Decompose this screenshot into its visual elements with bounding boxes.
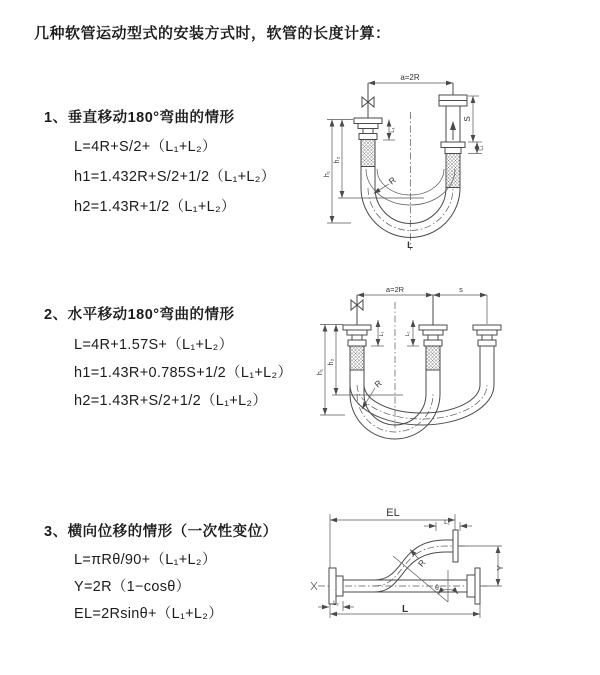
formula-s3-el: EL=2Rsinθ+（L₁+L₂）	[74, 606, 224, 622]
diagram-vertical-180	[305, 66, 520, 258]
d2-hose-arcs	[350, 346, 494, 439]
d3-label-l1: L₁	[444, 519, 450, 526]
diagram-horizontal-180	[303, 280, 518, 460]
section-3-heading: 3、横向位移的情形（一次性变位）	[44, 524, 278, 540]
section-2-heading: 2、水平移动180°弯曲的情形	[44, 307, 235, 323]
d3-label-y: Y	[496, 565, 505, 571]
d3-r-leader	[410, 550, 419, 560]
d2-right-flange	[473, 325, 501, 346]
d1-movement-arrow-icon	[450, 121, 456, 130]
formula-s1-h1: h1=1.432R+S/2+1/2（L₁+L₂）	[74, 169, 276, 185]
formula-s2-h2: h2=1.43R+S/2+1/2（L₁+L₂）	[74, 393, 268, 409]
d2-label-r: R	[372, 377, 384, 390]
d2-dim-s	[433, 295, 487, 324]
d1-left-flange	[354, 118, 382, 140]
formula-s1-l: L=4R+S/2+（L₁+L₂）	[74, 139, 217, 155]
d1-right-braid	[446, 154, 460, 188]
d1-label-h1: h₁	[324, 170, 331, 178]
d3-label-theta: θ	[435, 585, 439, 592]
d1-r-leader	[374, 184, 390, 194]
page-title: 几种软管运动型式的安装方式时，软管的长度计算：	[34, 25, 391, 42]
formula-s3-l: L=πRθ/90+（L₁+L₂）	[74, 552, 217, 568]
d1-dim-a	[368, 83, 453, 93]
formula-s2-l: L=4R+1.57S+（L₁+L₂）	[74, 337, 234, 353]
formula-s3-y: Y=2R（1−cosθ）	[74, 579, 191, 595]
d1-label-a: a=2R	[400, 73, 420, 82]
formula-s1-h2: h2=1.43R+1/2（L₁+L₂）	[74, 199, 236, 215]
d3-axis-x-icon	[311, 582, 317, 590]
d2-label-h2: h₂	[328, 358, 335, 366]
d1-left-braid	[361, 140, 375, 167]
section-1-heading: 1、垂直移动180°弯曲的情形	[44, 110, 235, 126]
d2-mid-braid	[426, 346, 440, 370]
d2-left-flange	[343, 325, 371, 346]
d3-label-l: L	[401, 604, 409, 615]
d1-label-l: L	[407, 240, 413, 251]
d2-left-braid	[350, 346, 364, 370]
d3-left-flange	[329, 568, 343, 604]
d3-label-el: EL	[386, 507, 400, 519]
d1-label-h2: h₂	[334, 156, 341, 164]
d2-label-l1-left: L₁	[379, 331, 385, 337]
d3-label-l2: L₂	[333, 601, 339, 607]
d2-label-a: a=2R	[385, 285, 405, 294]
d2-mid-flange	[419, 295, 447, 346]
d2-label-h1: h₁	[317, 368, 324, 376]
d2-label-l1-mid: L₁	[405, 331, 411, 337]
d1-label-s: S	[463, 116, 472, 122]
d1-label-l1-left: L₁	[390, 127, 396, 133]
d1-label-l1-right: L₁	[478, 145, 485, 151]
d1-label-r: R	[386, 174, 398, 187]
d2-label-s: s	[459, 285, 463, 294]
diagram-lateral-displacement	[296, 486, 516, 636]
formula-s2-h1: h1=1.43R+0.785S+1/2（L₁+L₂）	[74, 365, 293, 381]
d3-label-r: R	[415, 557, 428, 569]
d1-valve-icon	[362, 83, 374, 118]
d2-valve-icon	[351, 295, 363, 325]
d1-dim-h2	[338, 120, 424, 199]
